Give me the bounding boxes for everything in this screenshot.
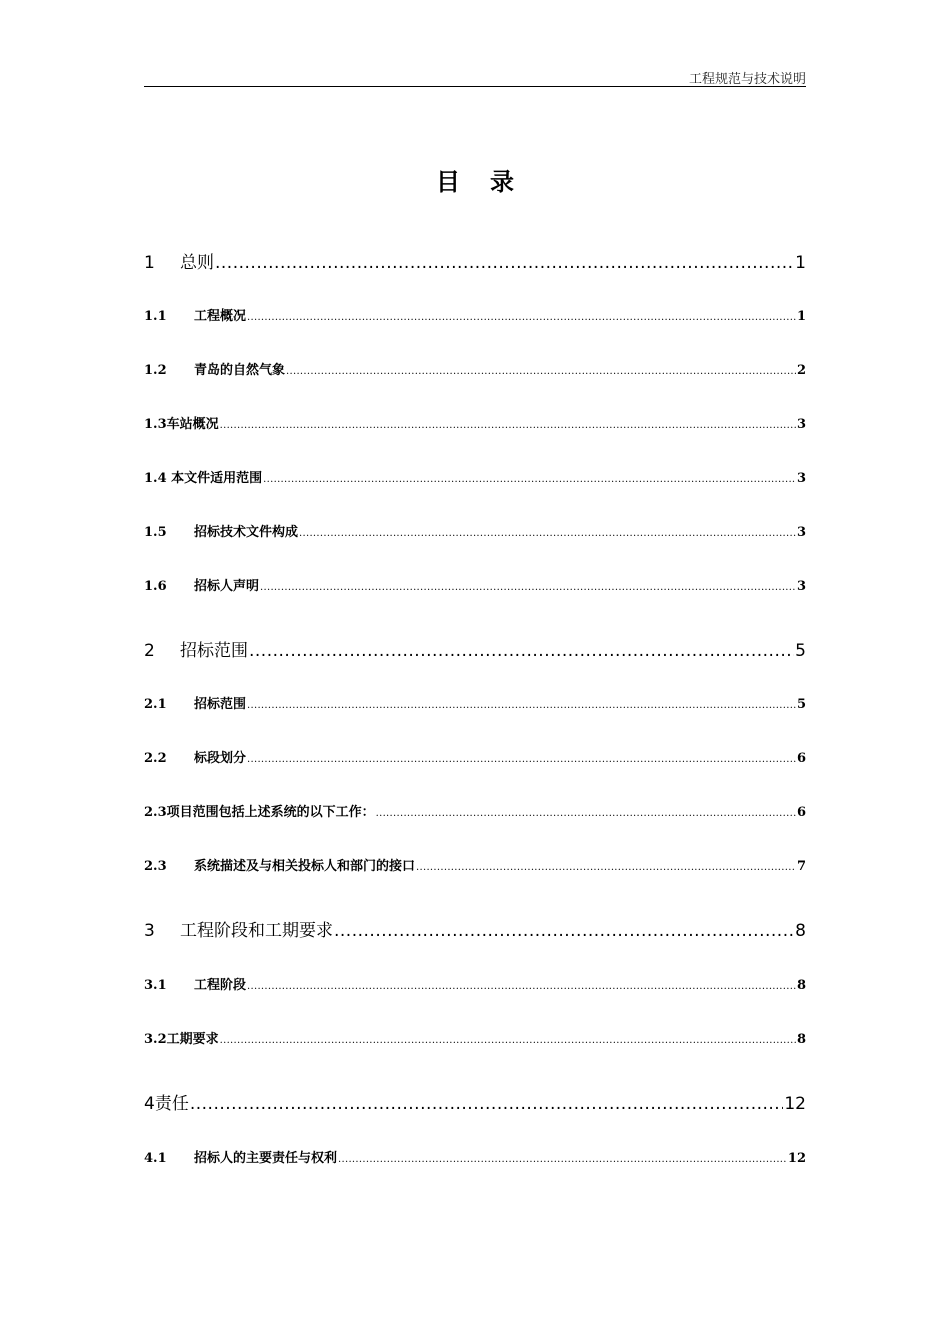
toc-entry[interactable] [144, 1028, 806, 1047]
toc-dot-leader [416, 862, 796, 873]
toc-entry[interactable] [144, 521, 806, 540]
toc-page-number: 1 [796, 309, 806, 324]
toc-entry[interactable] [144, 305, 806, 324]
toc-page-number: 12 [784, 1094, 806, 1114]
toc-dot-leader [334, 921, 794, 941]
toc-entry-label [144, 801, 375, 820]
toc-page-number: 3 [796, 525, 806, 540]
toc-entry-label [144, 1147, 337, 1166]
toc-dot-leader [249, 641, 794, 661]
toc-entry-number: 4.1 [144, 1151, 167, 1166]
toc-dot-leader [247, 700, 796, 711]
toc-entry-label [144, 855, 415, 874]
toc-entry[interactable] [144, 1089, 806, 1114]
toc-entry[interactable] [144, 359, 806, 378]
toc-entry-label [144, 1089, 189, 1114]
toc-entry-number: 1.2 [144, 363, 167, 378]
toc-entry[interactable] [144, 801, 806, 820]
toc-entry-number: 2 [144, 641, 155, 661]
toc-entry[interactable] [144, 413, 806, 432]
toc-page-number: 3 [796, 579, 806, 594]
toc-entry-number: 2.1 [144, 697, 167, 712]
toc-dot-leader [338, 1154, 787, 1165]
toc-dot-leader [299, 528, 796, 539]
toc-entry-label [144, 747, 246, 766]
toc-dot-leader [220, 1035, 796, 1046]
toc-dot-leader [260, 582, 796, 593]
toc-page-number: 7 [796, 859, 806, 874]
toc-entry-label [144, 693, 246, 712]
toc-entry[interactable] [144, 855, 806, 874]
toc-entry-number: 1.1 [144, 309, 167, 324]
toc-entry-title: 工程阶段和工期要求 [180, 921, 333, 941]
toc-entry-label [144, 248, 214, 273]
toc-page-number: 6 [796, 751, 806, 766]
toc-entry[interactable] [144, 1147, 806, 1166]
toc-entry-label [144, 974, 246, 993]
toc-dot-leader [215, 253, 794, 273]
toc-dot-leader [247, 312, 796, 323]
toc-entry-label [144, 305, 246, 324]
toc-page-number: 8 [795, 921, 806, 941]
toc-entry-number: 3 [144, 921, 155, 941]
toc-entry[interactable] [144, 974, 806, 993]
toc-entry[interactable] [144, 916, 806, 941]
toc-entry-title: 招标人的主要责任与权利 [194, 1151, 338, 1166]
toc-entry[interactable] [144, 575, 806, 594]
toc-page-number: 12 [787, 1151, 806, 1166]
toc-entry-number: 2.3 [144, 859, 167, 874]
toc-entry-title: 4责任 [144, 1094, 189, 1114]
toc-entry-title: 系统描述及与相关投标人和部门的接口 [194, 859, 416, 874]
toc-entry-title: 招标范围 [194, 697, 247, 712]
toc-page-number: 3 [796, 471, 806, 486]
toc-entry-title: 1.4 本文件适用范围 [144, 471, 263, 486]
toc-dot-leader [376, 808, 796, 819]
toc-entry-label [144, 575, 259, 594]
toc-entry-label [144, 467, 262, 486]
toc-entry[interactable] [144, 467, 806, 486]
toc-dot-leader [286, 366, 796, 377]
toc-entry-label [144, 413, 219, 432]
toc-dot-leader [247, 981, 796, 992]
toc-entry-title: 工程概况 [194, 309, 247, 324]
toc-dot-leader [247, 754, 796, 765]
toc-entry-label [144, 636, 248, 661]
toc-entry-number: 1.6 [144, 579, 167, 594]
toc-entry-title: 招标人声明 [194, 579, 260, 594]
toc-entry-label [144, 521, 298, 540]
toc-entry-number: 1.5 [144, 525, 167, 540]
toc-entry-title: 3.2工期要求 [144, 1032, 219, 1047]
toc-entry-title: 招标范围 [180, 641, 248, 661]
toc-entry-number: 3.1 [144, 978, 167, 993]
toc-entry-label [144, 1028, 219, 1047]
toc-page-number: 1 [795, 253, 806, 273]
toc-page-number: 6 [796, 805, 806, 820]
toc-entry-label [144, 916, 333, 941]
toc-entry-title: 招标技术文件构成 [194, 525, 299, 540]
toc-dot-leader [220, 420, 796, 431]
toc-dot-leader [190, 1094, 784, 1114]
toc-entry-number: 1 [144, 253, 155, 273]
toc-page-number: 5 [795, 641, 806, 661]
toc-entry[interactable] [144, 693, 806, 712]
page-title: 目录 [436, 167, 544, 196]
toc-entry-title: 标段划分 [194, 751, 247, 766]
toc-entry-number: 2.2 [144, 751, 167, 766]
toc-entry-title: 2.3项目范围包括上述系统的以下工作： [144, 805, 375, 820]
page-header-text: 工程规范与技术说明 [688, 72, 806, 87]
toc-entry[interactable] [144, 248, 806, 273]
header-rule [144, 86, 806, 87]
toc-entry-title: 1.3车站概况 [144, 417, 219, 432]
toc-page-number: 2 [796, 363, 806, 378]
toc-entry-title: 青岛的自然气象 [194, 363, 286, 378]
toc-entry-label [144, 359, 285, 378]
toc-page-number: 8 [796, 1032, 806, 1047]
toc-entry[interactable] [144, 636, 806, 661]
toc-page-number: 3 [796, 417, 806, 432]
toc-entry-title: 总则 [180, 253, 214, 273]
toc-dot-leader [263, 474, 796, 485]
toc-page-number: 5 [796, 697, 806, 712]
toc-entry[interactable] [144, 747, 806, 766]
toc-entry-title: 工程阶段 [194, 978, 247, 993]
toc-page-number: 8 [796, 978, 806, 993]
